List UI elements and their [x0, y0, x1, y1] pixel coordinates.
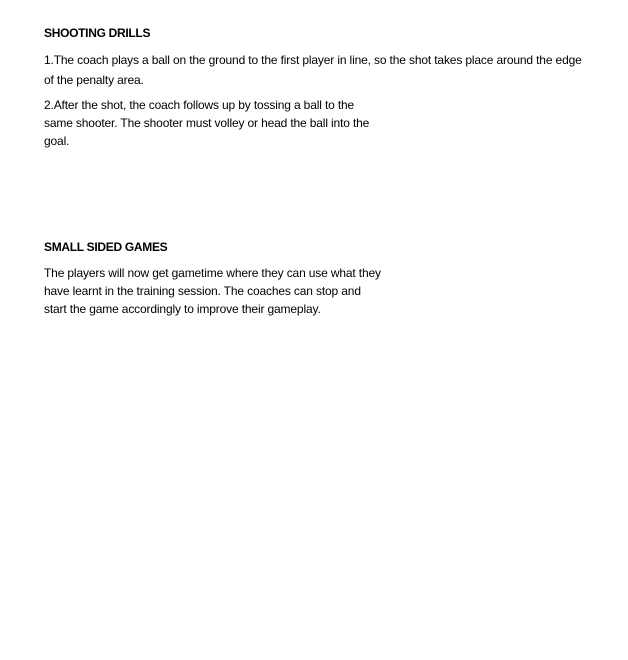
- shooting-drills-paragraph-2: 2.After the shot, the coach follows up by tossing a ball to the same shooter. The shooter must volley or head the ball into the goal.: [44, 98, 370, 148]
- small-sided-games-paragraph: The players will now get gametime where they can use what they have learnt in the training session. The coaches can stop and start the game accordingly to improve their gameplay.: [44, 266, 381, 316]
- shooting-drills-paragraph-1: 1.The coach plays a ball on the ground to the first player in line, so the shot takes place around the edge of the penalty area.: [44, 53, 582, 87]
- section-heading-small-sided-games: SMALL SIDED GAMES: [44, 240, 168, 254]
- section-heading-shooting-drills: SHOOTING DRILLS: [44, 26, 151, 40]
